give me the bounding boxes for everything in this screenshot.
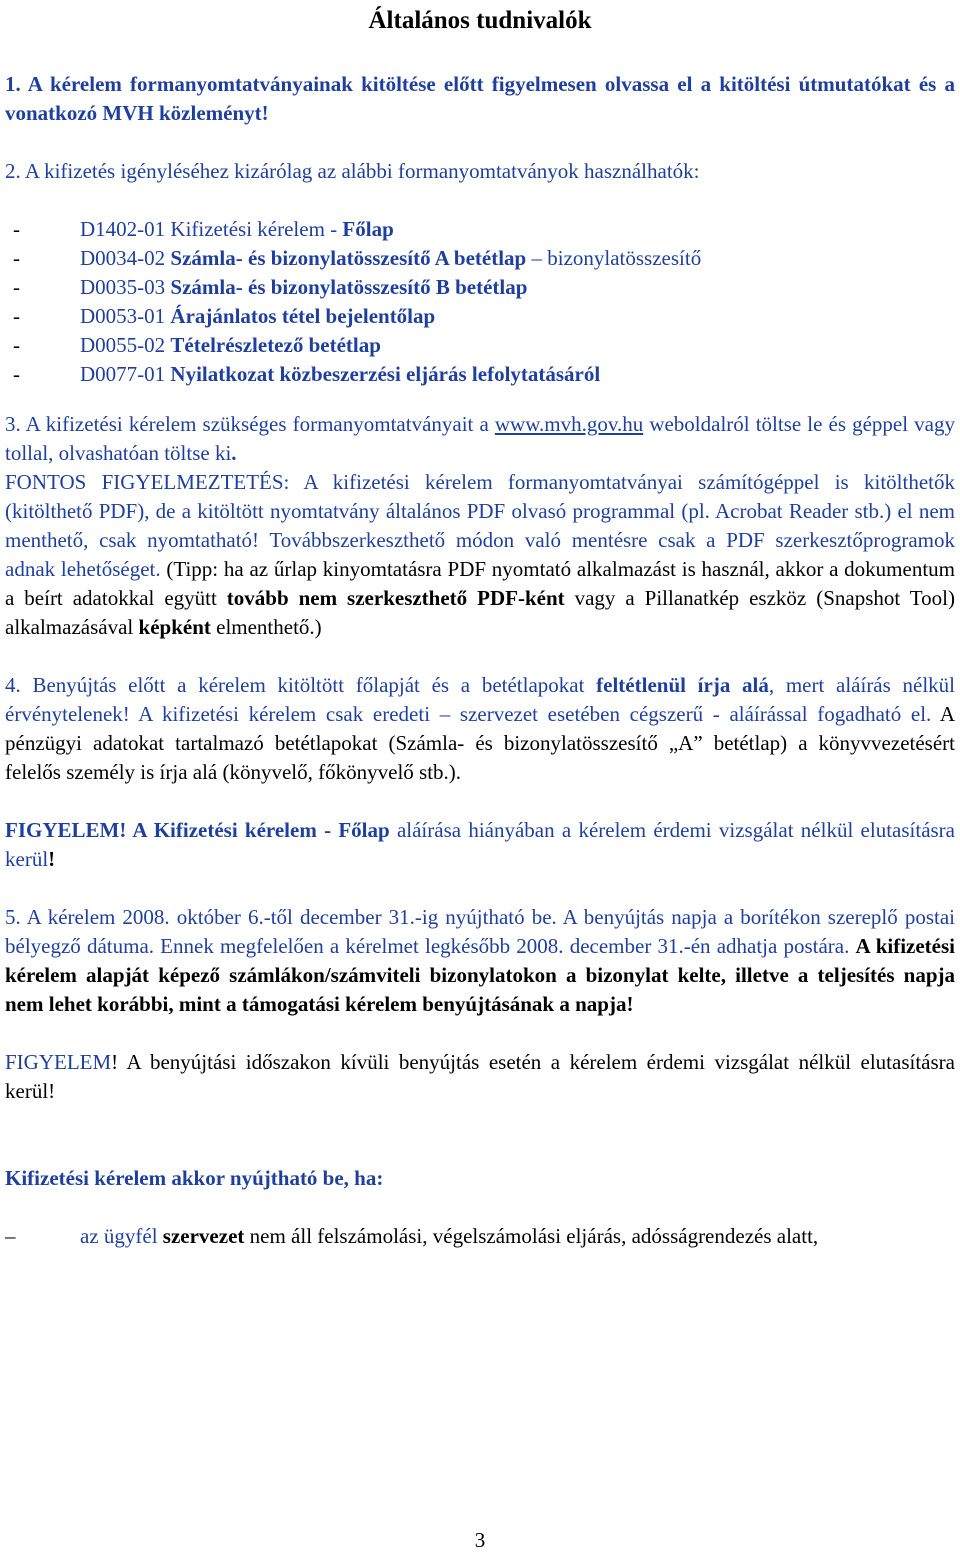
list-item: - D0035-03 Számla- és bizonylatösszesítő B betétlap (13, 275, 528, 299)
list-item: – az ügyfél szervezet nem áll felszámolási, végelszámolási eljárás, adósságrendezés alatt, (5, 1224, 819, 1248)
document-page (5, 0, 955, 1251)
list-item: - D0053-01 Árajánlatos tétel bejelentőlap (13, 304, 436, 328)
mvh-website-link[interactable]: www.mvh.gov.hu (494, 412, 644, 436)
warning-2: FIGYELEM! A benyújtási időszakon kívüli benyújtás esetén a kérelem érdemi vizsgálat nélkül elutasításra kerül! (5, 1050, 955, 1103)
list-item: - D1402-01 Kifizetési kérelem - Főlap (13, 217, 394, 241)
section-2-intro: 2. A kifizetés igényléséhez kizárólag az alábbi formanyomtatványok használhatók: (5, 159, 700, 183)
conditions-list (5, 1222, 955, 1251)
list-item: - D0055-02 Tételrészletező betétlap (13, 333, 381, 357)
list-item: - D0034-02 Számla- és bizonylatösszesítő A betétlap – bizonylatösszesítő (13, 246, 702, 270)
section-1: 1. A kérelem formanyomtatványainak kitöltése előtt figyelmesen olvassa el a kitöltési útmutatókat és a vonatkozó MVH közleményt! (5, 72, 955, 125)
section-5: 5. A kérelem 2008. október 6.-től december 31.-ig nyújtható be. A benyújtás napja a borítékon szereplő postai bélyegző dátuma. Ennek megfelelően a kérelmet legkésőbb 2008. december 31.-én adhatja postára. A kifizetési kérelem alapját képező számlákon/számviteli bizonylatokon a bizonylat kelte, illetve a teljesítés napja nem lehet korábbi, mint a támogatási kérelem benyújtásának a napja! (5, 905, 955, 1016)
form-list (5, 215, 955, 389)
section-3: 3. A kifizetési kérelem szükséges formanyomtatványait a www.mvh.gov.hu weboldalról töltse le és géppel vagy tollal, olvashatóan töltse ki. (5, 412, 955, 465)
important-warning: FONTOS FIGYELMEZTETÉS: A kifizetési kérelem formanyomtatványai számítógéppel is kitölthetők (kitölthető PDF), de a kitöltött nyomtatvány általános PDF olvasó programmal (pl. Acrobat Reader stb.) el nem menthető, csak nyomtatható! Továbbszerkeszthető módon való mentésre csak a PDF szerkesztőprogramok adnak lehetőséget. (Tipp: ha az űrlap kinyomtatásra PDF nyomtató alkalmazást is használ, akkor a dokumentum a beírt adatokkal együtt tovább nem szerkeszthető PDF-ként vagy a Pillanatkép eszköz (Snapshot Tool) alkalmazásával képként elmenthető.) (5, 470, 955, 639)
page-title: Általános tudnivalók (368, 7, 592, 34)
list-item: - D0077-01 Nyilatkozat közbeszerzési eljárás lefolytatásáról (13, 362, 601, 386)
warning-1: FIGYELEM! A Kifizetési kérelem - Főlap aláírása hiányában a kérelem érdemi vizsgálat nélkül elutasításra kerül! (5, 818, 955, 871)
conditions-heading: Kifizetési kérelem akkor nyújtható be, ha: (5, 1166, 384, 1190)
page-number: 3 (474, 1528, 486, 1552)
section-4: 4. Benyújtás előtt a kérelem kitöltött főlapját és a betétlapokat feltétlenül írja alá, mert aláírás nélkül érvénytelenek! A kifizetési kérelem csak eredeti – szervezet esetében cégszerű - aláírással fogadható el. A pénzügyi adatokat tartalmazó betétlapokat (Számla- és bizonylatösszesítő „A” betétlap) a könyvvezetésért felelős személy is írja alá (könyvelő, főkönyvelő stb.). (5, 673, 955, 784)
